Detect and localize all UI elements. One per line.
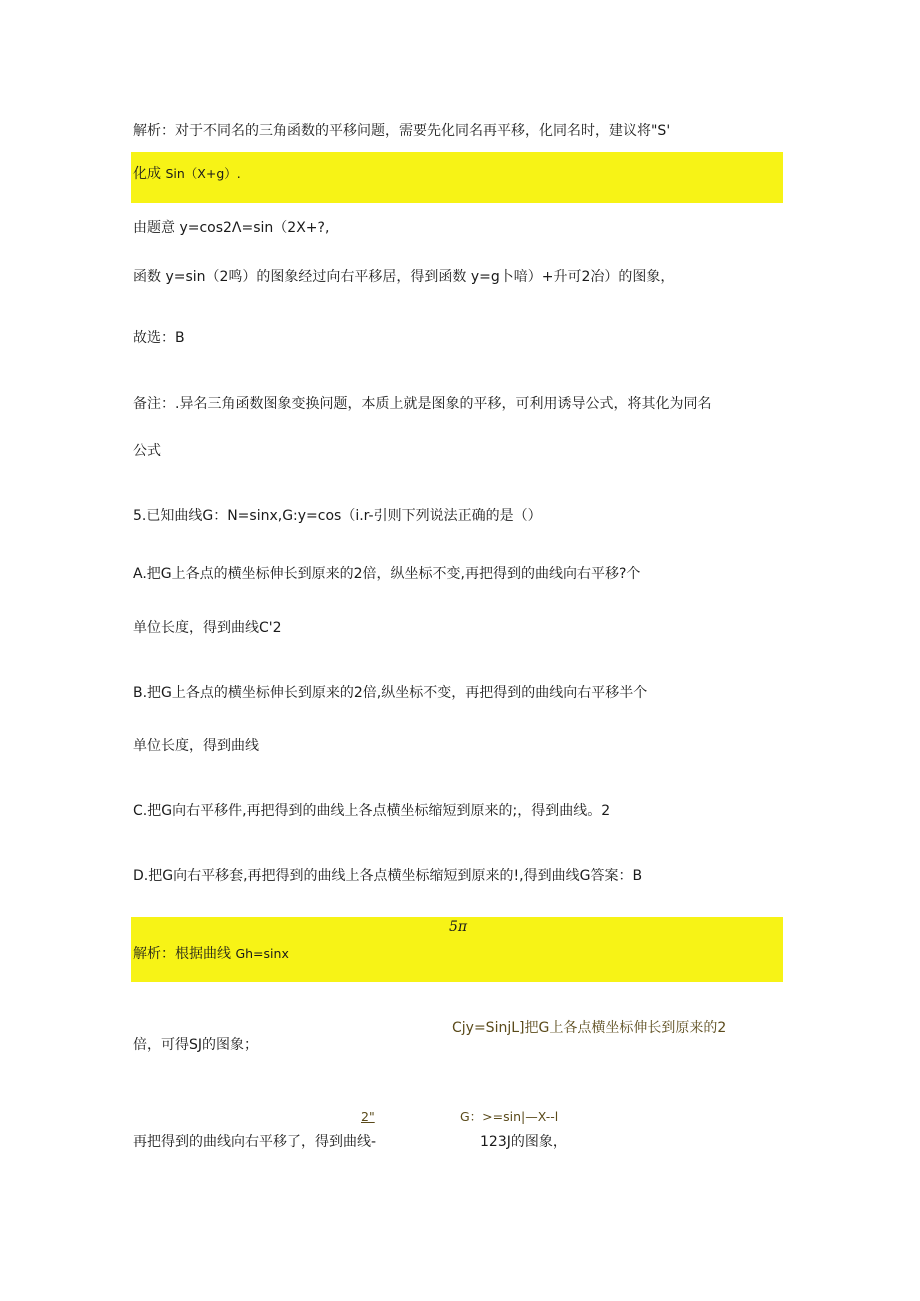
step-1-left: 倍，可得SJ的图象； xyxy=(133,1037,259,1053)
analysis-line-2-text: 化成 xyxy=(133,166,161,182)
option-c: C.把G向右平移件,再把得到的曲线上各点横坐标缩短到原来的;，得到曲线。2 xyxy=(133,803,611,819)
analysis-2-line xyxy=(133,945,289,963)
step-2-right-bottom: 123J的图象， xyxy=(480,1134,567,1150)
note-line-1: 备注：.异名三角函数图象变换问题，本质上就是图象的平移，可利用诱导公式，将其化为同名 xyxy=(133,396,712,412)
option-b-line-2: 单位长度，得到曲线 xyxy=(133,738,259,754)
five-pi-label: 5π xyxy=(449,919,468,935)
option-d: D.把G向右平移套,再把得到的曲线上各点横坐标缩短到原来的!,得到曲线G答案：B xyxy=(133,868,643,884)
analysis-line-2-expr: Sin（X+g）. xyxy=(165,166,241,181)
option-a-line-1: A.把G上各点的横坐标伸长到原来的2倍，纵坐标不变,再把得到的曲线向右平移?个 xyxy=(133,566,641,582)
analysis-line-4: 函数 y=sin（2鸣）的图象经过向右平移居，得到函数 y=g卜喑）+升可2冶）的图象， xyxy=(133,269,675,285)
option-a-line-2: 单位长度，得到曲线C'2 xyxy=(133,620,282,636)
step-1-right: Cjy=SinjL]把G上各点横坐标伸长到原来的2 xyxy=(452,1020,727,1036)
step-2-right-top: G：>=sin|—X--l xyxy=(460,1109,559,1124)
analysis-2-text: 解析：根据曲线 xyxy=(133,946,231,962)
step-2-left: 再把得到的曲线向右平移了，得到曲线- xyxy=(133,1134,377,1150)
question-5: 5.已知曲线G：N=sinx,G:y=cos（i.r-引则下列说法正确的是（） xyxy=(133,508,542,524)
answer-line: 故选：B xyxy=(133,330,185,346)
analysis-line-1: 解析：对于不同名的三角函数的平移问题，需要先化同名再平移，化同名时，建议将"S' xyxy=(133,123,671,139)
analysis-2-expr: Gh=sinx xyxy=(235,946,289,961)
note-line-2: 公式 xyxy=(133,443,161,459)
analysis-line-2 xyxy=(133,165,241,183)
fraction-numerator: 2" xyxy=(361,1109,375,1124)
option-b-line-1: B.把G上各点的横坐标伸长到原来的2倍,纵坐标不变，再把得到的曲线向右平移半个 xyxy=(133,685,648,701)
analysis-line-3: 由题意 y=cos2Λ=sin（2X+?, xyxy=(133,220,330,236)
